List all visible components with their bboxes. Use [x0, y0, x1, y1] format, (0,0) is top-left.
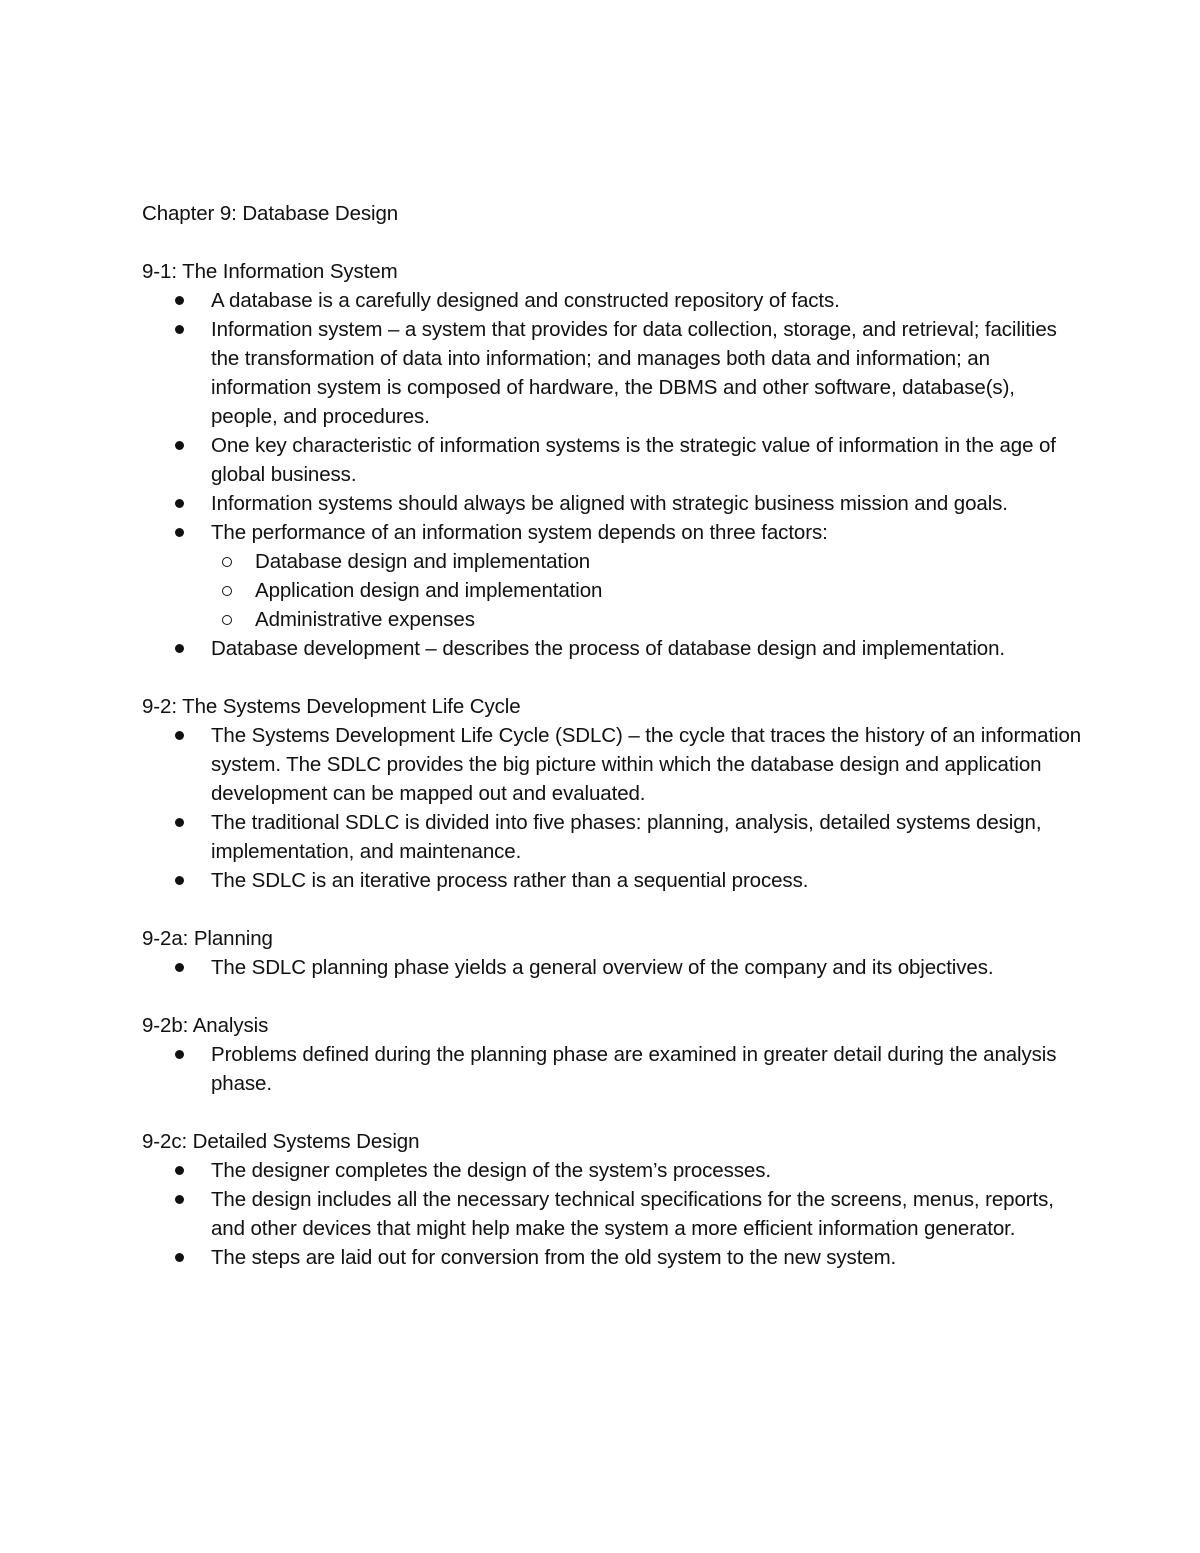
bullet-icon — [175, 1050, 184, 1059]
bullet-icon — [175, 1166, 184, 1175]
bullet-list — [142, 286, 1082, 663]
list-item-text: Database development – describes the process of database design and implementation. — [211, 637, 1005, 660]
section-9-2a — [142, 924, 1082, 982]
list-item-text: The design includes all the necessary technical specifications for the screens, menus, reports, and other devices that might help make the system a more efficient information generator. — [211, 1188, 1054, 1240]
list-item — [142, 1156, 1082, 1185]
bullet-list — [142, 953, 1082, 982]
section-heading: 9-2b: Analysis — [142, 1014, 269, 1037]
list-item — [142, 1185, 1082, 1243]
sub-list-item-text: Administrative expenses — [255, 608, 475, 631]
list-item-text: The designer completes the design of the system’s processes. — [211, 1159, 771, 1182]
section-9-1 — [142, 257, 1082, 663]
list-item — [142, 1040, 1082, 1098]
hollow-bullet-icon — [222, 586, 232, 596]
section-9-2c — [142, 1127, 1082, 1272]
bullet-list — [142, 1040, 1082, 1098]
sub-list-item — [142, 605, 1082, 634]
list-item — [142, 431, 1082, 489]
bullet-icon — [175, 528, 184, 537]
bullet-icon — [175, 818, 184, 827]
section-heading: 9-1: The Information System — [142, 260, 398, 283]
bullet-icon — [175, 325, 184, 334]
sub-list-wrapper — [142, 547, 1082, 634]
list-item-text: The performance of an information system depends on three factors: — [211, 521, 828, 544]
list-item — [142, 866, 1082, 895]
bullet-icon — [175, 644, 184, 653]
sub-list-item-text: Database design and implementation — [255, 550, 591, 573]
list-item-text: The traditional SDLC is divided into five phases: planning, analysis, detailed systems design, implementation, and maintenance. — [211, 811, 1042, 863]
list-item — [142, 286, 1082, 315]
bullet-icon — [175, 1253, 184, 1262]
section-heading: 9-2a: Planning — [142, 927, 273, 950]
bullet-icon — [175, 963, 184, 972]
section-9-2b — [142, 1011, 1082, 1098]
list-item-text: The steps are laid out for conversion from the old system to the new system. — [211, 1246, 897, 1269]
sub-list-item — [142, 576, 1082, 605]
bullet-icon — [175, 731, 184, 740]
hollow-bullet-icon — [222, 557, 232, 567]
list-item-text: Problems defined during the planning phase are examined in greater detail during the analysis phase. — [211, 1043, 1057, 1095]
list-item — [142, 489, 1082, 518]
bullet-icon — [175, 1195, 184, 1204]
list-item-text: The SDLC planning phase yields a general overview of the company and its objectives. — [211, 956, 994, 979]
list-item-text: A database is a carefully designed and constructed repository of facts. — [211, 289, 840, 312]
document-title: Chapter 9: Database Design — [142, 202, 399, 225]
section-heading: 9-2: The Systems Development Life Cycle — [142, 695, 521, 718]
list-item-text: The SDLC is an iterative process rather than a sequential process. — [211, 869, 809, 892]
list-item — [142, 518, 1082, 634]
list-item — [142, 315, 1082, 431]
bullet-list — [142, 721, 1082, 895]
sub-list-item — [142, 547, 1082, 576]
list-item — [142, 1243, 1082, 1272]
list-item-text: One key characteristic of information systems is the strategic value of information in the age of global business. — [211, 434, 1056, 486]
section-9-2 — [142, 692, 1082, 895]
bullet-icon — [175, 499, 184, 508]
list-item-text: The Systems Development Life Cycle (SDLC) – the cycle that traces the history of an information system. The SDLC provides the big picture within which the database design and application development can be mapped out and evaluated. — [211, 724, 1082, 805]
list-item — [142, 808, 1082, 866]
list-item-text: Information systems should always be aligned with strategic business mission and goals. — [211, 492, 1008, 515]
bullet-icon — [175, 876, 184, 885]
list-item-text: Information system – a system that provides for data collection, storage, and retrieval; facilities the transformation of data into information; and manages both data and information; an information system is composed of hardware, the DBMS and other software, database(s), people, and procedures. — [211, 318, 1057, 428]
bullet-icon — [175, 441, 184, 450]
bullet-list — [142, 1156, 1082, 1272]
sub-list-item-text: Application design and implementation — [255, 579, 603, 602]
hollow-bullet-icon — [222, 615, 232, 625]
list-item — [142, 721, 1082, 808]
list-item — [142, 953, 1082, 982]
document-body — [142, 199, 1082, 1301]
bullet-icon — [175, 296, 184, 305]
sub-bullet-list — [142, 547, 1082, 634]
section-heading: 9-2c: Detailed Systems Design — [142, 1130, 420, 1153]
list-item — [142, 634, 1082, 663]
